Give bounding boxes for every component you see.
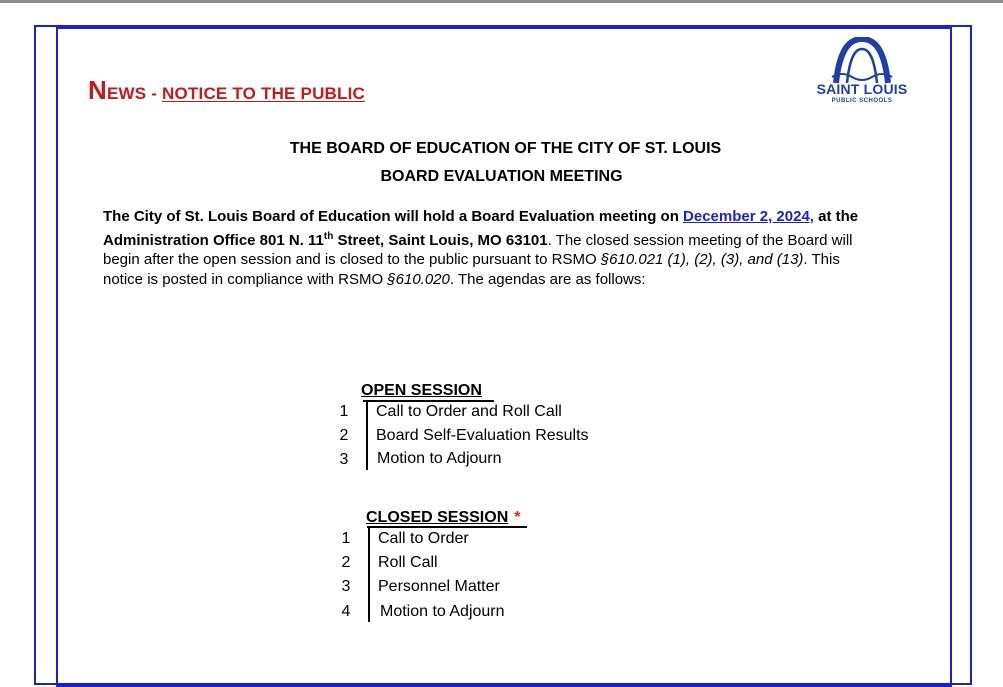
- open-item-self-evaluation-results: Board Self-Evaluation Results: [376, 427, 589, 444]
- notice-text-1: . The closed session meeting of the Board will begin after the open session and is closed to the public pursuant to RSMO: [103, 231, 853, 268]
- closed-item-call-to-order: Call to Order: [378, 530, 469, 547]
- open-item-number: 3: [339, 451, 349, 468]
- open-item-motion-to-adjourn: Motion to Adjourn: [377, 450, 502, 467]
- closed-session-heading-text: CLOSED SESSION: [366, 509, 509, 526]
- closed-session-rule: [367, 526, 527, 528]
- top-edge-bar: [0, 0, 1003, 3]
- notice-to-public-link[interactable]: NOTICE TO THE PUBLIC: [162, 84, 366, 103]
- statute-1: §610.021 (1), (2), (3), and (13): [600, 251, 804, 268]
- closed-item-personnel-matter: Personnel Matter: [378, 578, 500, 595]
- news-heading: [88, 75, 365, 106]
- location-pre: at the Administration Office 801 N. 11: [103, 208, 859, 249]
- statute-2: §610.020: [387, 270, 450, 288]
- notice-text-3: . The agendas are as follows:: [449, 270, 646, 288]
- closed-item-number: 3: [341, 578, 351, 595]
- logo-subtitle: PUBLIC SCHOOLS: [831, 98, 893, 104]
- open-item-number: 1: [339, 403, 349, 420]
- news-separator: -: [146, 84, 163, 103]
- closed-item-number: 2: [341, 554, 351, 571]
- saint-louis-public-schools-logo: [812, 37, 912, 117]
- closed-session-heading: [366, 509, 520, 527]
- news-initial: N: [88, 75, 107, 105]
- logo-name: SAINT LOUIS: [816, 81, 908, 97]
- location-sup: th: [323, 230, 334, 242]
- notice-intro: The City of St. Louis Board of Education will hold a Board Evaluation meeting on: [103, 208, 684, 225]
- closed-session-bar: [368, 526, 370, 622]
- closed-item-number: 1: [341, 530, 351, 547]
- meeting-date-link[interactable]: December 2, 2024,: [683, 208, 814, 225]
- open-item-number: 2: [339, 427, 349, 444]
- board-title: THE BOARD OF EDUCATION OF THE CITY OF ST. LOUIS: [289, 140, 722, 157]
- page-border-inner: [56, 27, 952, 687]
- notice-paragraph: [103, 207, 873, 289]
- closed-session-asterisk: *: [514, 509, 521, 526]
- meeting-title: BOARD EVALUATION MEETING: [380, 168, 623, 185]
- open-session-rule: [363, 400, 494, 402]
- open-item-call-to-order-roll-call: Call to Order and Roll Call: [376, 403, 562, 420]
- closed-item-roll-call: Roll Call: [378, 554, 438, 571]
- open-session-bar: [366, 400, 368, 470]
- news-rest: EWS: [106, 84, 147, 103]
- closed-item-motion-to-adjourn: Motion to Adjourn: [380, 603, 505, 620]
- gateway-arch-icon: [830, 37, 894, 85]
- closed-item-number: 4: [341, 603, 351, 620]
- location-post: Street, Saint Louis, MO 63101: [333, 231, 548, 249]
- notice-text-2: . This notice is posted in compliance with RSMO: [103, 251, 840, 288]
- open-session-heading: OPEN SESSION: [361, 382, 482, 399]
